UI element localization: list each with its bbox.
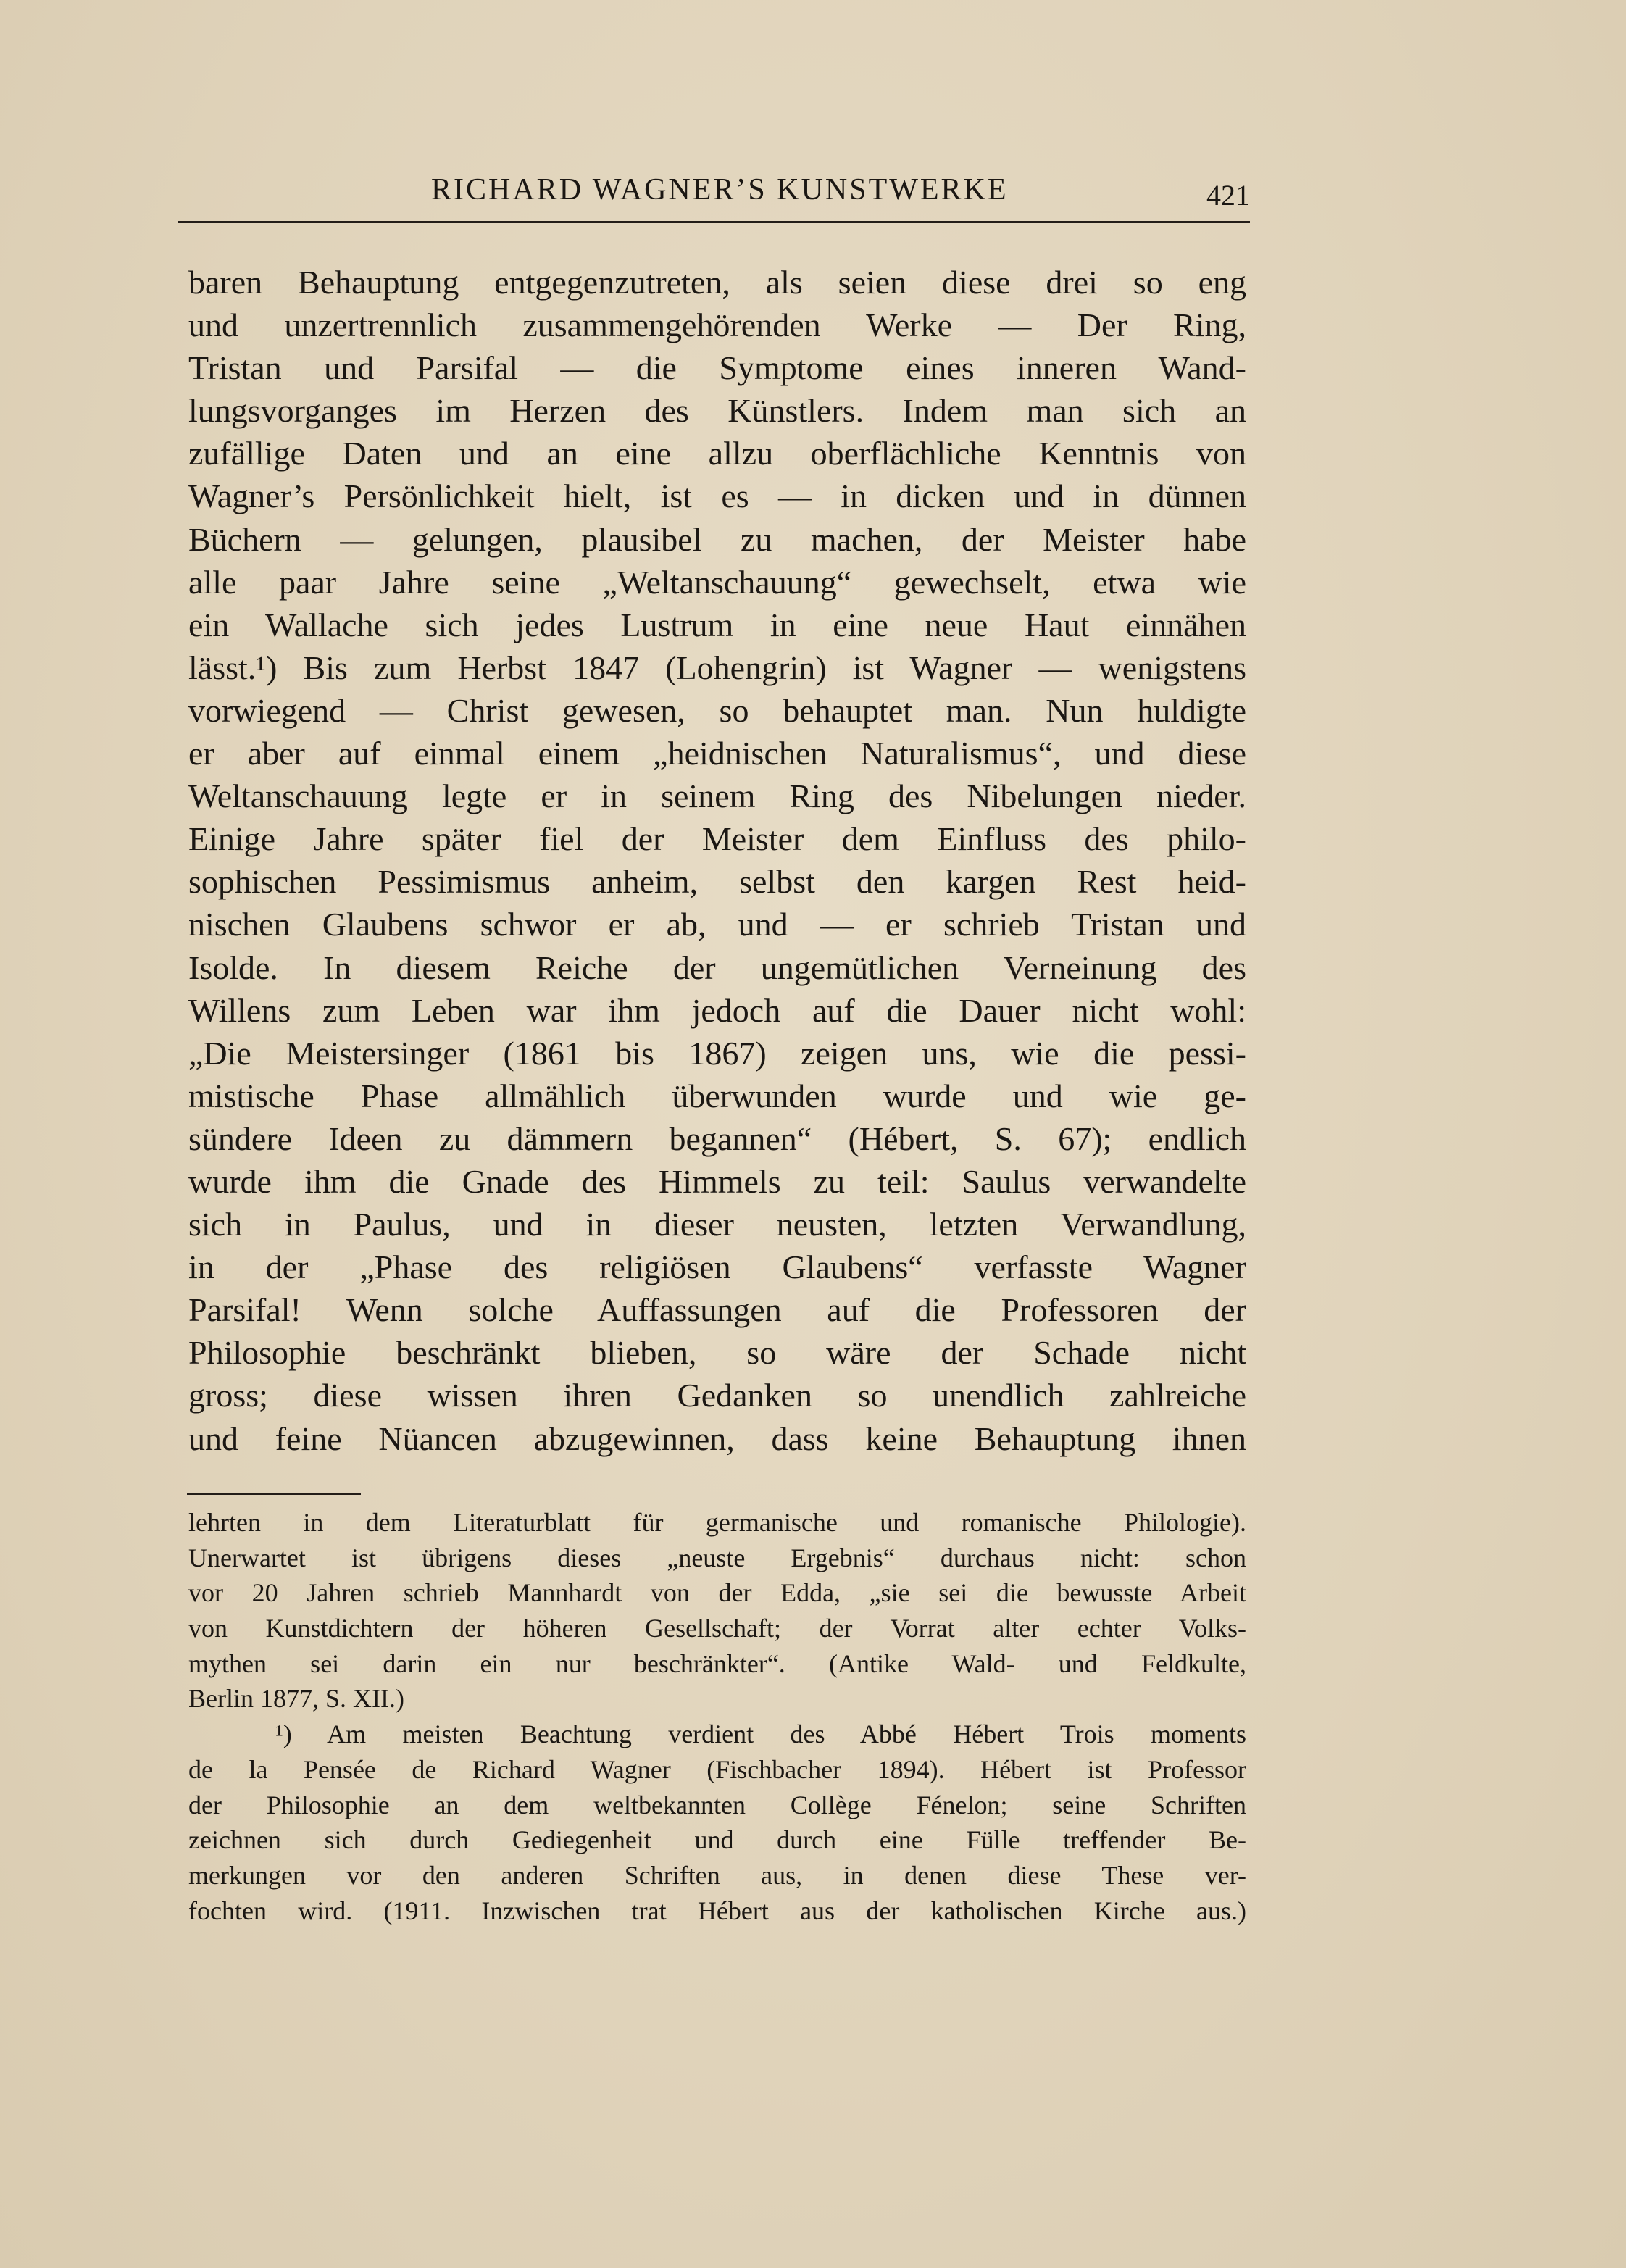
page-header [178,172,1250,223]
body-line: und unzertrennlich zusammengehörenden Werke — Der Ring, [188,307,1246,344]
footnote-line: von Kunstdichtern der höheren Gesellschaft; der Vorrat alter echter Volks- [188,1614,1246,1643]
footnotes [188,1505,1246,1928]
footnote-line: der Philosophie an dem weltbekannten Collège Fénelon; seine Schriften [188,1790,1246,1819]
running-title: RICHARD WAGNER’S KUNSTWERKE [431,173,1009,207]
body-line: sündere Ideen zu dämmern begannen“ (Hébert, S. 67); endlich [188,1120,1246,1157]
body-line: alle paar Jahre seine „Weltanschauung“ gewechselt, etwa wie [188,563,1246,601]
footnote-rule [187,1493,361,1495]
body-line: Isolde. In diesem Reiche der ungemütlichen Verneinung des [188,949,1246,986]
footnote-line: zeichnen sich durch Gediegenheit und durch eine Fülle treffender Be- [188,1825,1246,1855]
body-line: vorwiegend — Christ gewesen, so behauptet man. Nun huldigte [188,691,1246,729]
footnote-line: merkungen vor den anderen Schriften aus, in denen diese These ver- [188,1860,1246,1890]
footnote-line: lehrten in dem Literaturblatt für germanische und romanische Philologie). [188,1508,1246,1537]
footnote-line: mythen sei darin ein nur beschränkter“. (Antike Wald- und Feldkulte, [188,1648,1246,1678]
body-line: Einige Jahre später fiel der Meister dem Einfluss des philo- [188,820,1246,858]
body-line: sophischen Pessimismus anheim, selbst den kargen Rest heid- [188,863,1246,901]
body-line: lungsvorganges im Herzen des Künstlers. Indem man sich an [188,392,1246,430]
body-line: Tristan und Parsifal — die Symptome eines inneren Wand- [188,349,1246,387]
footnote-line: Berlin 1877, S. XII.) [188,1684,404,1714]
body-line: und feine Nüancen abzugewinnen, dass keine Behauptung ihnen [188,1419,1246,1457]
body-line: Wagner’s Persönlichkeit hielt, ist es — in dicken und in dünnen [188,478,1246,515]
body-line: ein Wallache sich jedes Lustrum in eine neue Haut einnähen [188,606,1246,643]
body-text [188,261,1246,1460]
body-line: zufällige Daten und an eine allzu oberflächliche Kenntnis von [188,435,1246,472]
body-line: gross; diese wissen ihren Gedanken so unendlich zahlreiche [188,1377,1246,1414]
footnote-line: fochten wird. (1911. Inzwischen trat Hébert aus der katholischen Kirche aus.) [188,1896,1246,1925]
footnote-line: de la Pensée de Richard Wagner (Fischbacher 1894). Hébert ist Professor [188,1754,1246,1784]
body-line: Willens zum Leben war ihm jedoch auf die Dauer nicht wohl: [188,991,1246,1029]
body-line: Parsifal! Wenn solche Auffassungen auf die Professoren der [188,1291,1246,1329]
header-rule [178,221,1250,223]
footnote-line: ¹) Am meisten Beachtung verdient des Abbé Hébert Trois moments [275,1719,1246,1749]
body-line: Weltanschauung legte er in seinem Ring des Nibelungen nieder. [188,777,1246,815]
body-line: Philosophie beschränkt blieben, so wäre der Schade nicht [188,1334,1246,1372]
body-line: in der „Phase des religiösen Glaubens“ verfasste Wagner [188,1248,1246,1286]
footnote-line: vor 20 Jahren schrieb Mannhardt von der Edda, „sie sei die bewusste Arbeit [188,1578,1246,1608]
body-line: nischen Glaubens schwor er ab, und — er schrieb Tristan und [188,906,1246,943]
body-line: Büchern — gelungen, plausibel zu machen, der Meister habe [188,520,1246,558]
body-line: mistische Phase allmählich überwunden wurde und wie ge- [188,1077,1246,1114]
body-line: lässt.¹) Bis zum Herbst 1847 (Lohengrin) ist Wagner — wenigstens [188,649,1246,686]
body-line: wurde ihm die Gnade des Himmels zu teil: Saulus verwandelte [188,1162,1246,1200]
body-line: sich in Paulus, und in dieser neusten, letzten Verwandlung, [188,1206,1246,1243]
footnote-line: Unerwartet ist übrigens dieses „neuste Ergebnis“ durchaus nicht: schon [188,1543,1246,1572]
body-line: „Die Meistersinger (1861 bis 1867) zeigen uns, wie die pessi- [188,1034,1246,1072]
body-line: er aber auf einmal einem „heidnischen Naturalismus“, und diese [188,735,1246,772]
body-line: baren Behauptung entgegenzutreten, als seien diese drei so eng [188,264,1246,301]
page-number: 421 [1206,179,1250,212]
